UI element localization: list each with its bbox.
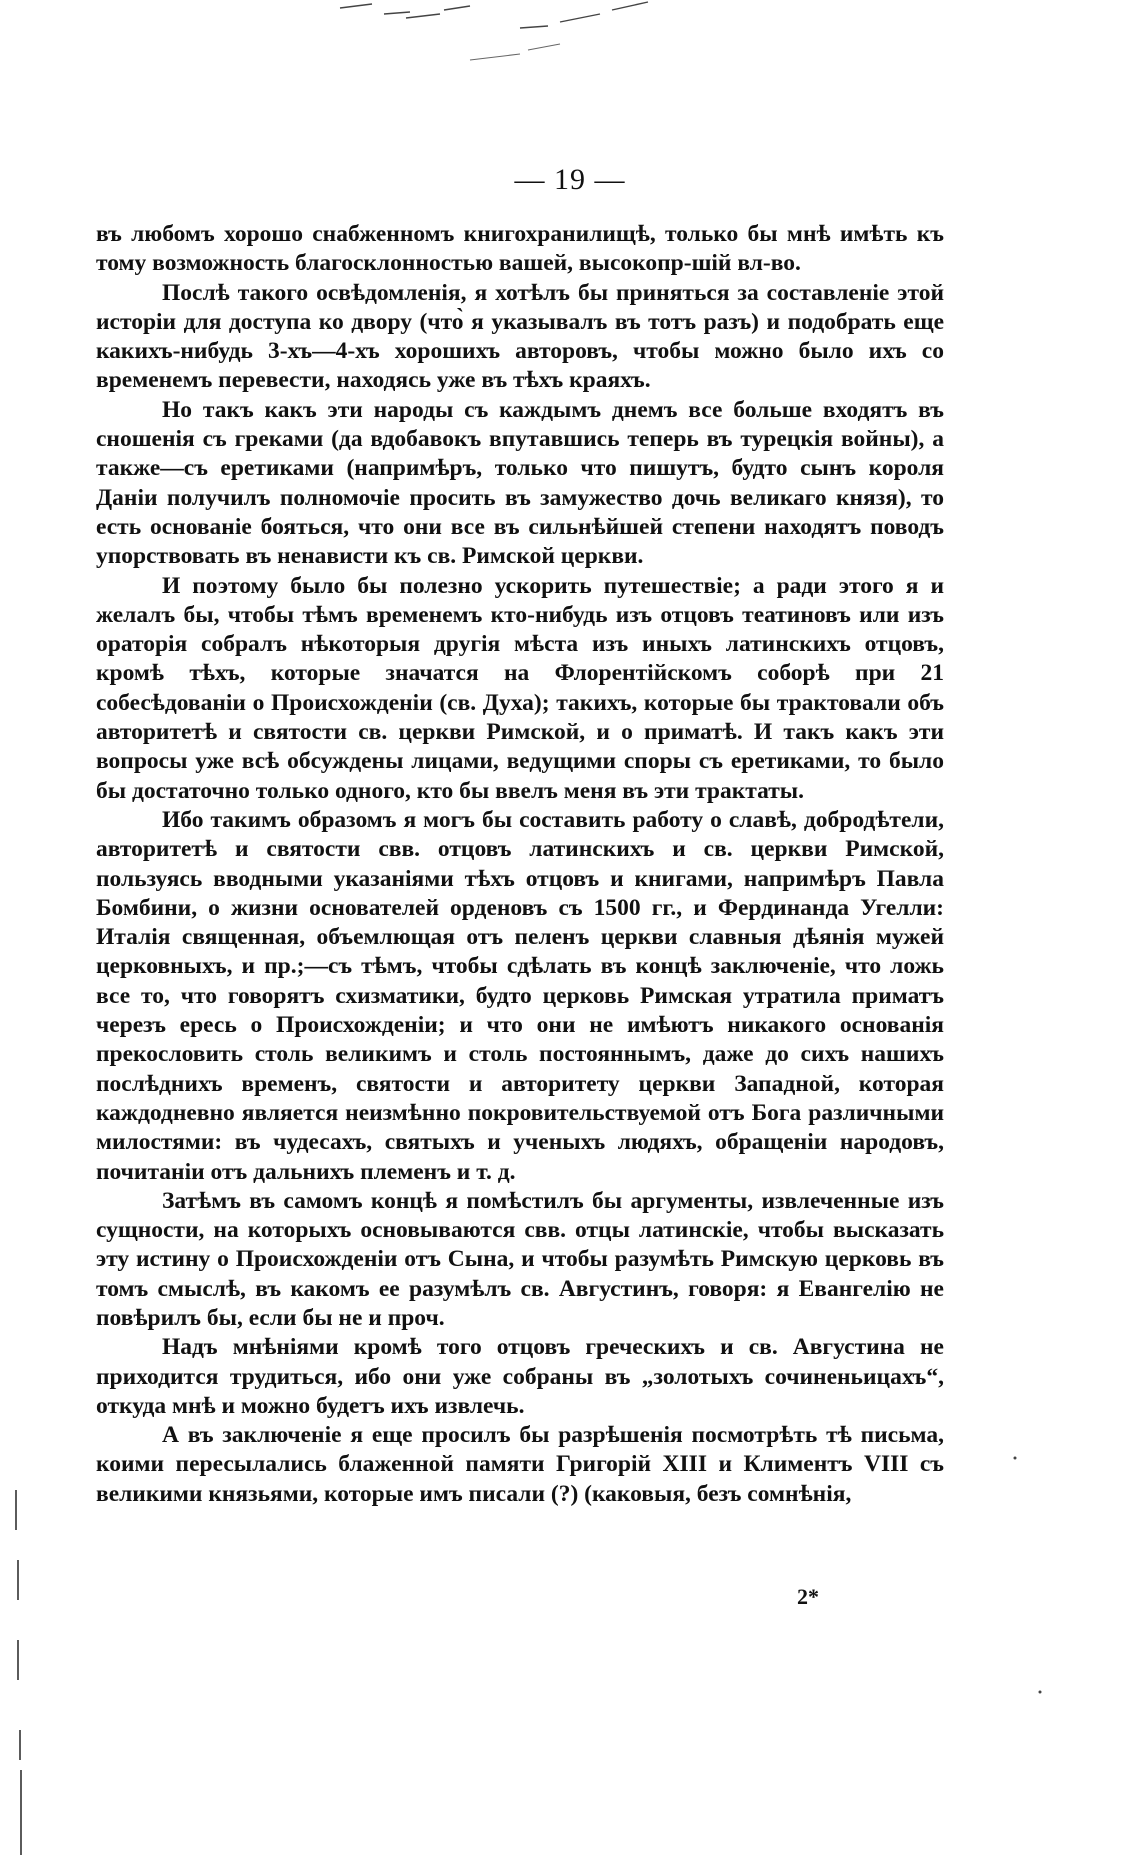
top-scan-dash — [470, 44, 560, 60]
paragraph-5: Ибо такимъ образомъ я могъ бы составить работу о славѣ, добродѣтели, авторитетѣ и святости свв. отцовъ латинскихъ и св. церкви Римской, пользуясь вводными указаніями тѣхъ отцовъ и книгами, напримѣръ Павла Бомбини, о жизни основателей орденовъ съ 1500 гг., и Фердинанда Угелли: Италія священная, объемлющая отъ пеленъ церкви славныя дѣянія мужей церковныхъ, и пр.;—съ тѣмъ, чтобы сдѣлать въ концѣ заключеніе, что ложь все то, что говорятъ схизматики, будто церковь Римская утратила приматъ черезъ ересь о Происхожденіи; и что они не имѣютъ никакого основанія прекословить столь великимъ и столь постояннымъ, даже до сихъ нашихъ послѣднихъ временъ, святости и авторитету церкви Западной, которая каждодневно является неизмѣнно покровительствуемой отъ Бога различными милостями: въ чудесахъ, святыхъ и ученыхъ людяхъ, обращеніи народовъ, почитаніи отъ дальнихъ племенъ и т. д. — [96, 806, 944, 1185]
paragraph-2: Послѣ такого освѣдомленія, я хотѣлъ бы приняться за составленіе этой исторіи для доступа ко двору (что̀ я указывалъ въ тотъ разъ) и подобрать еще какихъ-нибудь 3-хъ—4-хъ хорошихъ авторовъ, чтобы можно было ихъ со временемъ перевести, находясь уже въ тѣхъ краяхъ. — [96, 279, 944, 394]
paragraph-4: И поэтому было бы полезно ускорить путешествіе; а ради этого я и желалъ бы, чтобы тѣмъ временемъ кто-нибудь изъ отцовъ театиновъ или изъ ораторія собралъ нѣкоторыя другія мѣста изъ иныхъ латинскихъ отцовъ, кромѣ тѣхъ, которые значатся на Флорентійскомъ соборѣ при 21 собесѣдованіи о Происхожденіи (св. Духа); такихъ, которые бы трактовали объ авторитетѣ и святости св. церкви Римской, и о приматѣ. И такъ какъ эти вопросы уже всѣ обсуждены лицами, ведущими споры съ еретиками, то было бы достаточно только одного, кто бы ввелъ меня въ эти трактаты. — [96, 572, 944, 804]
top-scan-scribble — [340, 2, 648, 28]
page-number: — 19 — — [514, 163, 626, 196]
paragraph-1: въ любомъ хорошо снабженномъ книгохранилищѣ, только бы мнѣ имѣть къ тому возможность благосклонностью вашей, высокопр-шій вл-во. — [96, 221, 944, 277]
paragraph-8: А въ заключеніе я еще просилъ бы разрѣшенія посмотрѣть тѣ письма, коими пересылались блаженной памяти Григорій XIII и Климентъ VIII съ великими князьями, которые имъ писали (?) (каковыя, безъ сомнѣнія, — [96, 1422, 944, 1507]
left-margin-line — [16, 1490, 21, 1855]
margin-dot — [1014, 1457, 1017, 1460]
paragraph-7: Надъ мнѣніями кромѣ того отцовъ греческихъ и св. Августина не приходится трудиться, ибо они уже собраны въ „золотыхъ сочиненьицахъ“, откуда мнѣ и можно будетъ ихъ извлечь. — [96, 1334, 944, 1419]
body-text — [96, 220, 944, 1509]
printer-signature: 2* — [797, 1584, 819, 1609]
paragraph-3: Но такъ какъ эти народы съ каждымъ днемъ все больше входятъ въ сношенія съ греками (да вдобавокъ впутавшись теперь въ турецкія войны), а также—съ еретиками (напримѣръ, только что пишутъ, будто сынъ короля Даніи получилъ полномочіе просить въ замужество дочь великаго князя), то есть основаніе бояться, что они все въ сильнѣйшей степени находятъ поводъ упорствовать въ ненависти къ св. Римской церкви. — [96, 396, 944, 570]
paragraph-6: Затѣмъ въ самомъ концѣ я помѣстилъ бы аргументы, извлеченные изъ сущности, на которыхъ основываются свв. отцы латинскіе, чтобы высказать эту истину о Происхожденіи отъ Сына, и чтобы разумѣть Римскую церковь въ томъ смыслѣ, въ какомъ ее разумѣлъ св. Августинъ, говоря: я Евангелію не повѣрилъ бы, если бы не и проч. — [96, 1187, 944, 1331]
margin-dot — [1039, 1691, 1042, 1694]
